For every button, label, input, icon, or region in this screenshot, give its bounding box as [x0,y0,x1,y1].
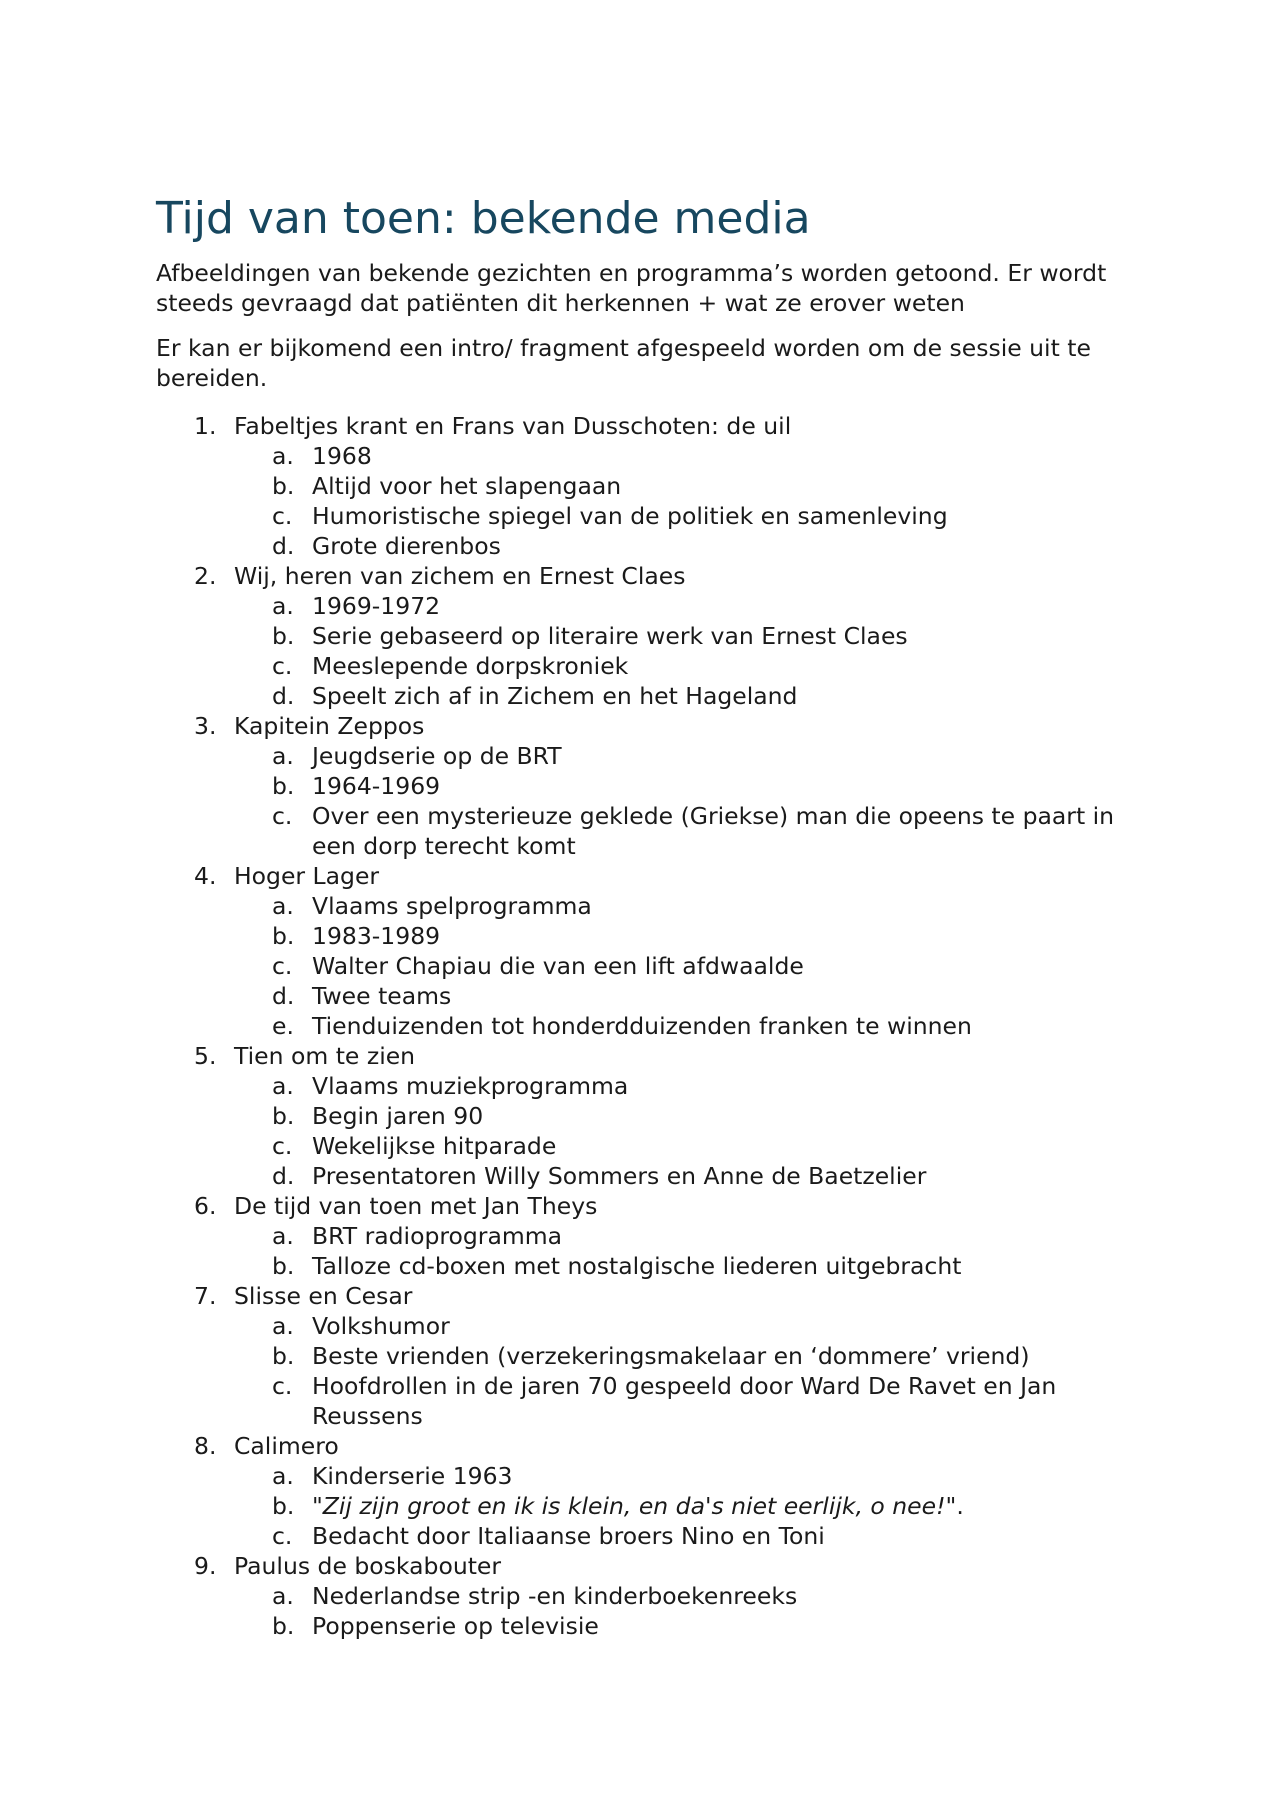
sub-list-item [234,1071,1136,1101]
sub-list-item [234,591,1136,621]
sub-list-item [234,1461,1136,1491]
sub-list-item [234,1371,1136,1431]
sub-list-item [234,621,1136,651]
sub-list-item-text: Talloze cd-boxen met nostalgische liederen uitgebracht [312,1252,962,1280]
list-item-title: Kapitein Zeppos [234,712,425,740]
sub-list-item-letter: e. [272,1012,294,1040]
sub-list-item-text: Grote dierenbos [312,532,501,560]
sub-list [234,891,1136,1041]
list-item-title: De tijd van toen met Jan Theys [234,1192,598,1220]
sub-list-item-letter: a. [272,1462,294,1490]
list-item-number: 1. [194,412,217,440]
list-item [156,1431,1136,1551]
sub-list-item [234,1221,1136,1251]
sub-list-item-letter: b. [272,1612,295,1640]
quote-end: ". [945,1492,964,1520]
sub-list [234,741,1136,861]
sub-list-item-text: Wekelijkse hitparade [312,1132,557,1160]
sub-list-item-letter: a. [272,1222,294,1250]
sub-list-item-text: Altijd voor het slapengaan [312,472,622,500]
list-item-title: Wij, heren van zichem en Ernest Claes [234,562,686,590]
sub-list-item-letter: b. [272,472,295,500]
sub-list-item [234,1311,1136,1341]
sub-list-item-text: BRT radioprogramma [312,1222,563,1250]
sub-list-item-text: Meeslepende dorpskroniek [312,652,629,680]
sub-list-item-text: Poppenserie op televisie [312,1612,599,1640]
list-item [156,1191,1136,1281]
sub-list-item [234,651,1136,681]
sub-list-item-text: Over een mysterieuze gekledе (Griekse) man die opeens te paart in een dorp terecht komt [312,802,1115,860]
list-item [156,711,1136,861]
sub-list-item-text: Jeugdserie op de BRT [312,742,562,770]
list-item [156,1281,1136,1431]
sub-list-item [234,981,1136,1011]
sub-list-item-letter: b. [272,922,295,950]
sub-list-item-letter: d. [272,532,295,560]
sub-list-item-text: Walter Chapiau die van een lift afdwaalde [312,952,804,980]
sub-list-item [234,951,1136,981]
list-item [156,1041,1136,1191]
sub-list-item-letter: a. [272,1312,294,1340]
page-title: Tijd van toen: bekende media [156,193,811,244]
list-item [156,561,1136,711]
sub-list-item-letter: c. [272,952,293,980]
list-item-number: 6. [194,1192,217,1220]
sub-list-item-text: Hoofdrollen in de jaren 70 gespeeld door Ward De Ravet en Jan Reussens [312,1372,1057,1430]
sub-list-item-letter: c. [272,1132,293,1160]
list-item [156,861,1136,1041]
sub-list-item-text: Nederlandse strip -en kinderboekenreeks [312,1582,798,1610]
list-item-title: Hoger Lager [234,862,380,890]
sub-list-item-letter: b. [272,1342,295,1370]
sub-list-item [234,1131,1136,1161]
sub-list-item-text: Begin jaren 90 [312,1102,484,1130]
list-item-number: 4. [194,862,217,890]
sub-list [234,441,1136,561]
sub-list-item-text: 1964-1969 [312,772,441,800]
sub-list [234,1071,1136,1191]
list-item-title: Fabeltjes krant en Frans van Dusschoten: de uil [234,412,792,440]
list-item-number: 9. [194,1552,217,1580]
sub-list-item-letter: c. [272,1522,293,1550]
sub-list-item-text: Kinderserie 1963 [312,1462,513,1490]
sub-list-item [234,531,1136,561]
sub-list-item [234,1011,1136,1041]
intro-paragraph-2: Er kan er bijkomend een intro/ fragment afgespeeld worden om de sessie uit te bereiden. [156,334,1091,392]
sub-list-item-text: Serie gebaseerd op literaire werk van Ernest Claes [312,622,908,650]
sub-list-item-letter: d. [272,1162,295,1190]
list-item-title: Slisse en Cesar [234,1282,413,1310]
sub-list [234,1221,1136,1281]
list-item-title: Tien om te zien [234,1042,416,1070]
sub-list-item [234,441,1136,471]
sub-list-item-text: Vlaams muziekprogramma [312,1072,629,1100]
sub-list-item-text: Twee teams [312,982,452,1010]
sub-list-item [234,501,1136,531]
list-item-title: Calimero [234,1432,339,1460]
sub-list-item-letter: b. [272,772,295,800]
quote-text: "Zij zijn groot en ik is klein, en da's niet eerlijk, o nee! [312,1492,946,1520]
sub-list-item [234,471,1136,501]
sub-list-item [234,801,1136,861]
sub-list-item-letter: d. [272,682,295,710]
list-item [156,1551,1136,1641]
sub-list-item-text: Volkshumor [312,1312,450,1340]
sub-list-item-letter: c. [272,802,293,830]
sub-list-item-text: Beste vrienden (verzekeringsmakelaar en ‘dommere’ vriend) [312,1342,1030,1370]
sub-list-item-letter: a. [272,892,294,920]
sub-list-item-letter: b. [272,622,295,650]
sub-list-item-letter: a. [272,742,294,770]
sub-list-item-letter: d. [272,982,295,1010]
sub-list-item-letter: a. [272,442,294,470]
sub-list-item-text: Tienduizenden tot honderdduizenden franken te winnen [312,1012,972,1040]
sub-list-item-letter: a. [272,1582,294,1610]
sub-list-item-letter: b. [272,1252,295,1280]
sub-list [234,1311,1136,1431]
sub-list-item-letter: c. [272,1372,293,1400]
sub-list-item [234,681,1136,711]
list-item-number: 3. [194,712,217,740]
sub-list-item-letter: b. [272,1492,295,1520]
sub-list [234,591,1136,711]
sub-list-item-text: 1983-1989 [312,922,441,950]
sub-list-item [234,771,1136,801]
list-item-number: 5. [194,1042,217,1070]
sub-list-item-text: Vlaams spelprogramma [312,892,592,920]
sub-list-item [234,891,1136,921]
sub-list-item [234,1521,1136,1551]
sub-list-item-text: Humoristische spiegel van de politiek en samenleving [312,502,948,530]
sub-list-item-letter: b. [272,1102,295,1130]
list-item [156,411,1136,561]
sub-list-item [234,1101,1136,1131]
sub-list-item [234,1581,1136,1611]
intro-paragraph-1: Afbeeldingen van bekende gezichten en programma’s worden getoond. Er wordt steeds gevraagd dat patiënten dit herkennen + wat ze erover weten [156,259,1107,317]
document-page [156,190,1136,1641]
sub-list-item-text: Speelt zich af in Zichem en het Hageland [312,682,798,710]
sub-list [234,1461,1136,1551]
list-item-number: 2. [194,562,217,590]
sub-list-item [234,1491,1136,1521]
sub-list-item-letter: a. [272,1072,294,1100]
sub-list-item [234,1161,1136,1191]
list-item-title: Paulus de boskabouter [234,1552,502,1580]
list-item-number: 8. [194,1432,217,1460]
sub-list-item-text: 1968 [312,442,372,470]
sub-list-item-text: Bedacht door Italiaanse broers Nino en Toni [312,1522,825,1550]
sub-list-item-text: Presentatoren Willy Sommers en Anne de Baetzelier [312,1162,927,1190]
sub-list-item-letter: c. [272,652,293,680]
sub-list-item [234,1611,1136,1641]
sub-list-item-letter: c. [272,502,293,530]
sub-list-item-letter: a. [272,592,294,620]
sub-list-item [234,741,1136,771]
sub-list [234,1581,1136,1641]
list-item-number: 7. [194,1282,217,1310]
sub-list-item [234,1251,1136,1281]
sub-list-item [234,921,1136,951]
media-list [156,411,1136,1641]
sub-list-item-text: 1969-1972 [312,592,441,620]
sub-list-item [234,1341,1136,1371]
